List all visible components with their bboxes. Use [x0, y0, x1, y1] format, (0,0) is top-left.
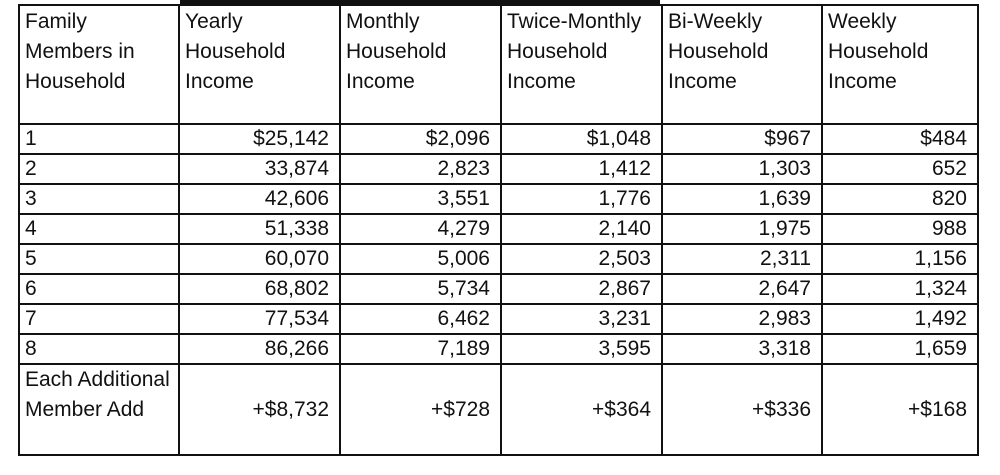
additional-member-label: Each Additional Member Add	[19, 364, 179, 455]
table-cell: +$336	[662, 364, 822, 455]
table-cell: 2,311	[662, 244, 822, 274]
table-cell: 51,338	[179, 214, 340, 244]
table-cell: 2	[19, 154, 179, 184]
table-cell: 42,606	[179, 184, 340, 214]
table-cell: 1,639	[662, 184, 822, 214]
table-cell: $25,142	[179, 124, 340, 154]
header-family-members: Family Members in Household	[19, 5, 179, 124]
table-cell: 3,595	[501, 334, 662, 364]
table-cell: 77,534	[179, 304, 340, 334]
table-cell: 3,231	[501, 304, 662, 334]
table-cell: +$8,732	[179, 364, 340, 455]
income-table	[18, 4, 979, 456]
table-cell: 2,823	[340, 154, 501, 184]
table-row	[19, 154, 978, 184]
table-cell: 5,006	[340, 244, 501, 274]
header-weekly-income: Weekly Household Income	[822, 5, 978, 124]
table-cell: 5,734	[340, 274, 501, 304]
table-cell: 6,462	[340, 304, 501, 334]
table-cell: 1	[19, 124, 179, 154]
table-row	[19, 184, 978, 214]
table-cell: 2,647	[662, 274, 822, 304]
table-cell: 4,279	[340, 214, 501, 244]
table-cell: 988	[822, 214, 978, 244]
table-cell: 2,503	[501, 244, 662, 274]
table-cell: 2,140	[501, 214, 662, 244]
table-cell: 1,324	[822, 274, 978, 304]
table-cell: 3,551	[340, 184, 501, 214]
table-cell: $484	[822, 124, 978, 154]
table-cell: 1,156	[822, 244, 978, 274]
header-monthly-income: Monthly Household Income	[340, 5, 501, 124]
table-row	[19, 304, 978, 334]
table-cell: 86,266	[179, 334, 340, 364]
table-row	[19, 214, 978, 244]
table-cell: +$728	[340, 364, 501, 455]
table-cell: 33,874	[179, 154, 340, 184]
table-cell: 1,975	[662, 214, 822, 244]
table-row	[19, 244, 978, 274]
table-cell: 3,318	[662, 334, 822, 364]
table-cell: $2,096	[340, 124, 501, 154]
table-cell: 652	[822, 154, 978, 184]
header-bi-weekly-income: Bi-Weekly Household Income	[662, 5, 822, 124]
header-row	[19, 5, 978, 124]
table-cell: +$168	[822, 364, 978, 455]
table-cell: 7,189	[340, 334, 501, 364]
table-cell: $1,048	[501, 124, 662, 154]
table-cell: $967	[662, 124, 822, 154]
table-cell: 2,983	[662, 304, 822, 334]
table-cell: 5	[19, 244, 179, 274]
table-row	[19, 334, 978, 364]
table-cell: 1,412	[501, 154, 662, 184]
table-cell: 1,659	[822, 334, 978, 364]
table-cell: 1,776	[501, 184, 662, 214]
additional-member-row	[19, 364, 978, 455]
table-row	[19, 124, 978, 154]
table-cell: +$364	[501, 364, 662, 455]
table-cell: 7	[19, 304, 179, 334]
table-cell: 1,492	[822, 304, 978, 334]
table-row	[19, 274, 978, 304]
table-cell: 6	[19, 274, 179, 304]
table-cell: 820	[822, 184, 978, 214]
table-cell: 8	[19, 334, 179, 364]
table-cell: 3	[19, 184, 179, 214]
header-yearly-income: Yearly Household Income	[179, 5, 340, 124]
table-cell: 2,867	[501, 274, 662, 304]
table-cell: 1,303	[662, 154, 822, 184]
header-twice-monthly-income: Twice-Monthly Household Income	[501, 5, 662, 124]
table-cell: 60,070	[179, 244, 340, 274]
table-cell: 4	[19, 214, 179, 244]
table-cell: 68,802	[179, 274, 340, 304]
